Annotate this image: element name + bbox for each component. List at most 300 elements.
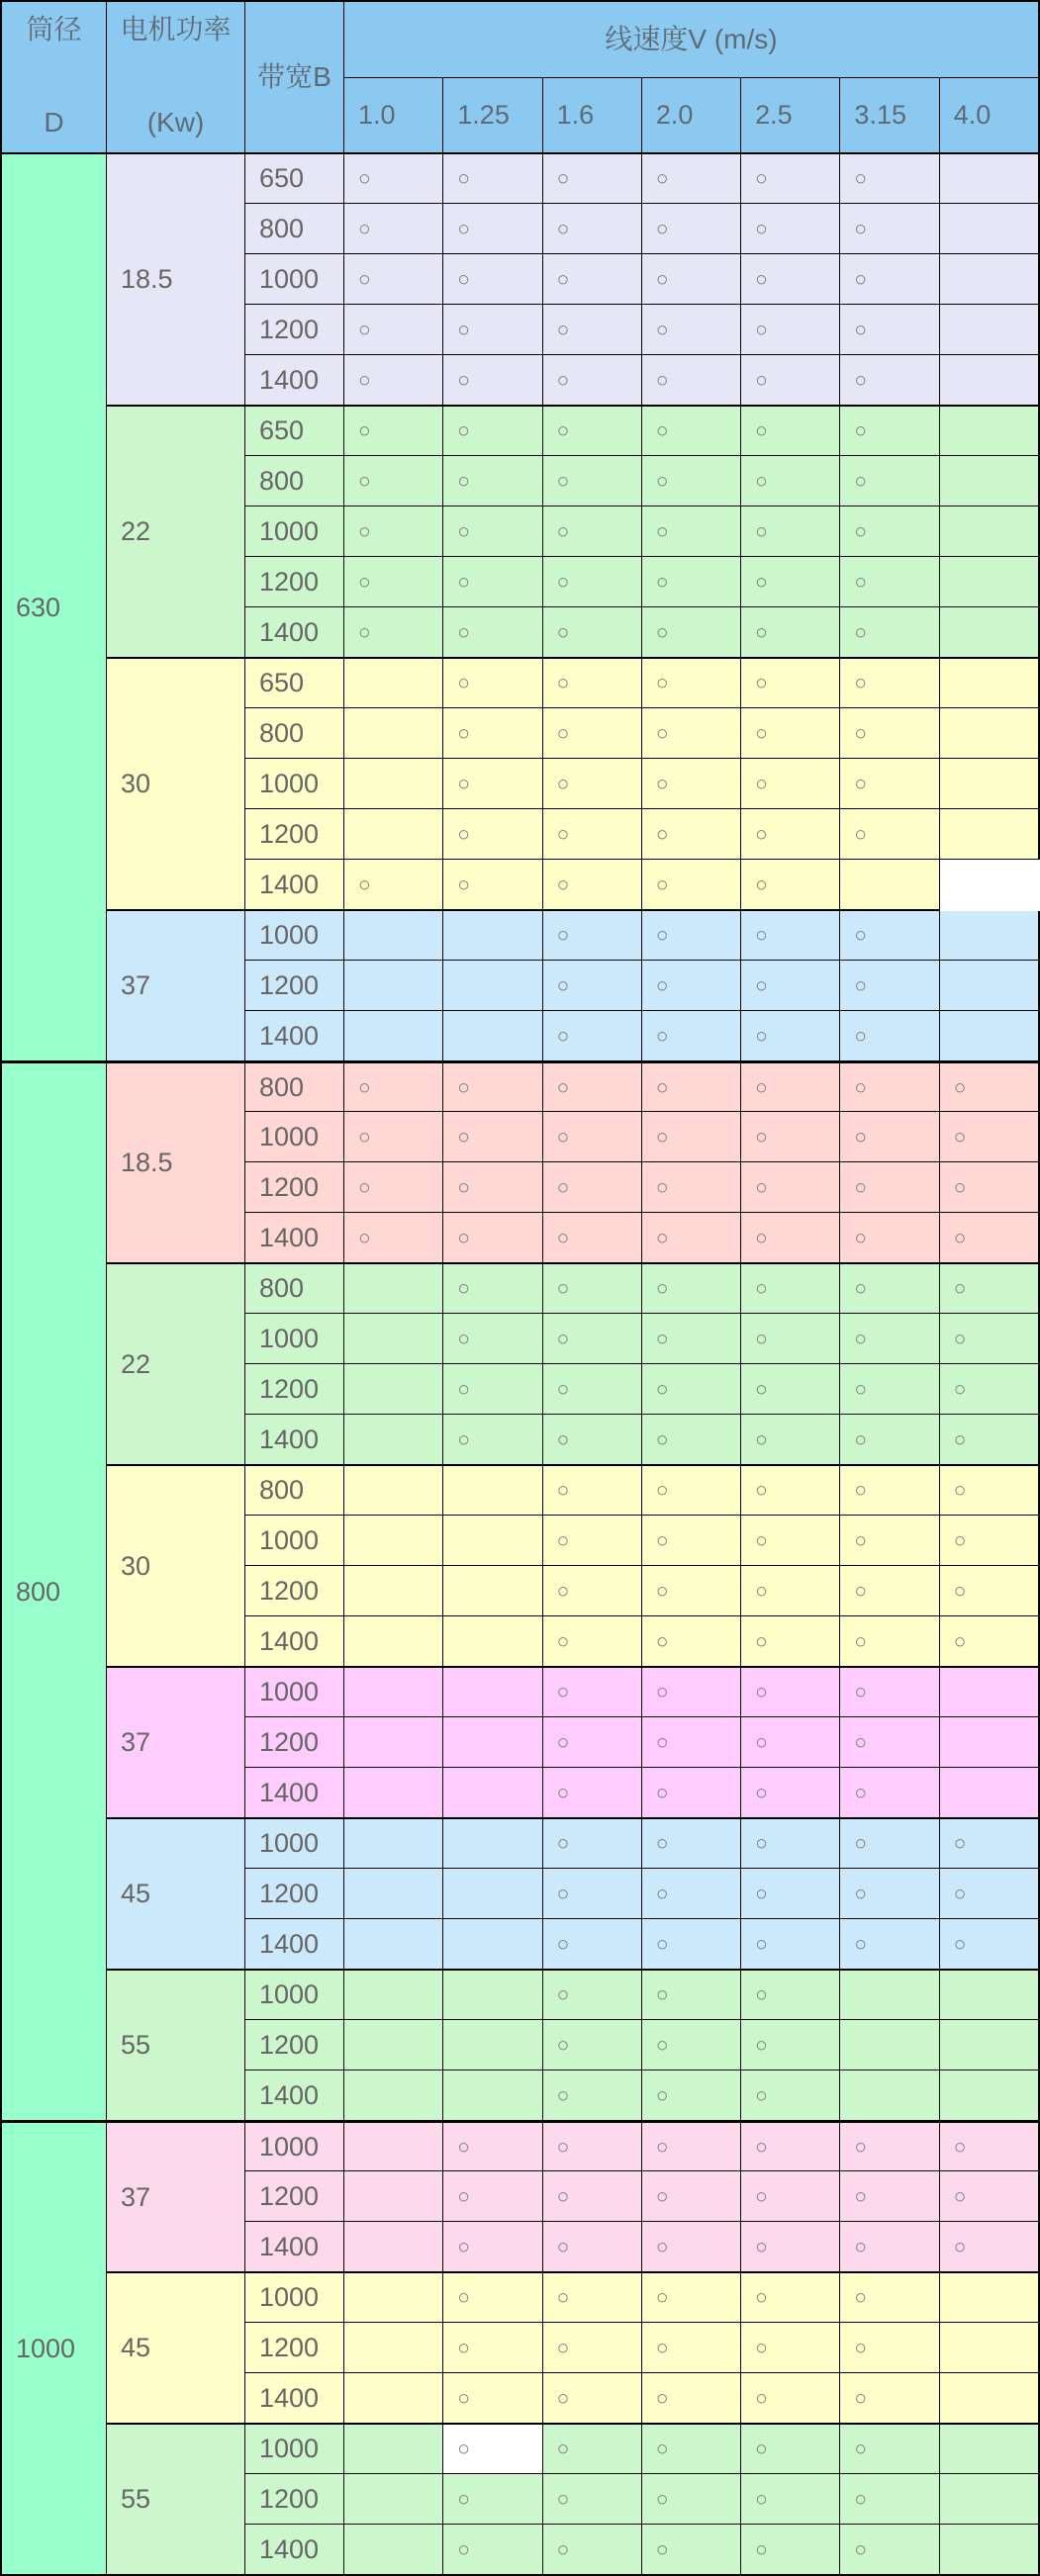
mark-cell-empty — [442, 1615, 541, 1666]
mark-cell-empty — [343, 1464, 442, 1515]
bandwidth-cell: 1000 — [244, 253, 343, 304]
bandwidth-cell: 1400 — [244, 1414, 343, 1464]
mark-cell-available: ○ — [542, 2473, 641, 2524]
mark-cell-available: ○ — [542, 1767, 641, 1817]
mark-cell-empty — [442, 909, 541, 960]
mark-cell-available: ○ — [641, 1212, 740, 1262]
mark-cell-empty — [939, 758, 1038, 808]
mark-cell-available: ○ — [442, 1111, 541, 1161]
mark-cell-available: ○ — [442, 808, 541, 859]
mark-cell-empty — [343, 2271, 442, 2322]
mark-cell-available: ○ — [343, 1161, 442, 1212]
mark-cell-available: ○ — [740, 152, 839, 203]
mark-cell-empty — [939, 304, 1038, 354]
mark-cell-empty — [343, 2221, 442, 2271]
mark-cell-empty — [442, 1515, 541, 1565]
mark-cell-empty — [343, 1817, 442, 1868]
mark-cell-empty — [939, 2473, 1038, 2524]
mark-cell-empty — [939, 2322, 1038, 2372]
mark-cell-empty — [839, 2019, 938, 2070]
mark-cell-available: ○ — [442, 253, 541, 304]
mark-cell-available: ○ — [442, 1262, 541, 1313]
mark-cell-available: ○ — [542, 960, 641, 1010]
mark-cell-available: ○ — [542, 253, 641, 304]
mark-cell-empty — [343, 2070, 442, 2120]
bandwidth-cell: 1000 — [244, 758, 343, 808]
mark-cell-available: ○ — [641, 859, 740, 909]
mark-cell-available: ○ — [740, 1010, 839, 1060]
mark-cell-empty — [839, 2070, 938, 2120]
mark-cell-available: ○ — [839, 1363, 938, 1414]
mark-cell-available: ○ — [641, 1262, 740, 1313]
bandwidth-cell: 1000 — [244, 1111, 343, 1161]
mark-cell-available: ○ — [442, 2322, 541, 2372]
mark-cell-available: ○ — [542, 1716, 641, 1767]
mark-cell-available: ○ — [641, 2322, 740, 2372]
mark-cell-available: ○ — [542, 2120, 641, 2170]
mark-cell-available: ○ — [740, 1464, 839, 1515]
mark-cell-empty — [442, 1666, 541, 1716]
mark-cell-available: ○ — [542, 2372, 641, 2423]
mark-cell-available: ○ — [641, 1161, 740, 1212]
mark-cell-available: ○ — [542, 304, 641, 354]
mark-cell-available: ○ — [542, 1313, 641, 1363]
mark-cell-available: ○ — [542, 2221, 641, 2271]
mark-cell-available: ○ — [343, 304, 442, 354]
bandwidth-cell: 1200 — [244, 1161, 343, 1212]
mark-cell-empty — [939, 2271, 1038, 2322]
mark-cell-empty — [939, 455, 1038, 506]
mark-cell-empty — [343, 1767, 442, 1817]
mark-cell-available: ○ — [343, 203, 442, 253]
mark-cell-available: ○ — [442, 758, 541, 808]
mark-cell-available: ○ — [740, 707, 839, 758]
power-cell: 30 — [106, 657, 244, 909]
bandwidth-cell: 650 — [244, 152, 343, 203]
mark-cell-available: ○ — [740, 506, 839, 556]
mark-cell-available: ○ — [542, 1969, 641, 2019]
mark-cell-empty — [939, 909, 1038, 960]
mark-cell-available: ○ — [839, 1767, 938, 1817]
mark-cell-available: ○ — [939, 2170, 1038, 2221]
mark-cell-available: ○ — [542, 2322, 641, 2372]
header-speed-3.15: 3.15 — [839, 77, 938, 152]
mark-cell-available: ○ — [542, 2524, 641, 2574]
mark-cell-available: ○ — [740, 2473, 839, 2524]
mark-cell-available: ○ — [839, 606, 938, 657]
mark-cell-available: ○ — [740, 1817, 839, 1868]
mark-cell-available: ○ — [839, 1313, 938, 1363]
mark-cell-empty — [442, 1716, 541, 1767]
bandwidth-cell: 1200 — [244, 304, 343, 354]
mark-cell-available: ○ — [839, 1060, 938, 1111]
mark-cell-available: ○ — [343, 152, 442, 203]
mark-cell-available: ○ — [542, 808, 641, 859]
mark-cell-available: ○ — [641, 2473, 740, 2524]
mark-cell-empty — [343, 960, 442, 1010]
mark-cell-available: ○ — [839, 1716, 938, 1767]
mark-cell-empty — [343, 1515, 442, 1565]
mark-cell-available: ○ — [442, 2170, 541, 2221]
mark-cell-available: ○ — [343, 354, 442, 405]
bandwidth-cell: 1200 — [244, 960, 343, 1010]
mark-cell-available: ○ — [343, 556, 442, 606]
mark-cell-available: ○ — [442, 2473, 541, 2524]
mark-cell-available: ○ — [542, 1464, 641, 1515]
power-cell: 22 — [106, 1262, 244, 1464]
mark-cell-available: ○ — [939, 1111, 1038, 1161]
mark-cell-available: ○ — [839, 1464, 938, 1515]
bandwidth-cell: 650 — [244, 405, 343, 455]
bandwidth-cell: 1000 — [244, 909, 343, 960]
bandwidth-cell: 800 — [244, 455, 343, 506]
mark-cell-available: ○ — [542, 1868, 641, 1918]
mark-cell-available: ○ — [641, 1060, 740, 1111]
bandwidth-cell: 650 — [244, 657, 343, 707]
mark-cell-available: ○ — [740, 1262, 839, 1313]
mark-cell-available: ○ — [542, 2271, 641, 2322]
mark-cell-available: ○ — [641, 253, 740, 304]
header-power-label: 电机功率 — [120, 14, 232, 45]
mark-cell-empty — [343, 1414, 442, 1464]
mark-cell-empty — [343, 1969, 442, 2019]
mark-cell-available: ○ — [542, 657, 641, 707]
mark-cell-available: ○ — [542, 606, 641, 657]
mark-cell-available: ○ — [641, 2120, 740, 2170]
mark-cell-empty — [343, 1010, 442, 1060]
mark-cell-available: ○ — [442, 2271, 541, 2322]
header-bandwidth-label: 带宽B — [257, 61, 331, 92]
power-cell: 30 — [106, 1464, 244, 1666]
mark-cell-empty — [939, 1010, 1038, 1060]
mark-cell-available: ○ — [542, 1666, 641, 1716]
mark-cell-available: ○ — [442, 152, 541, 203]
mark-cell-available: ○ — [939, 1060, 1038, 1111]
bandwidth-cell: 1200 — [244, 2019, 343, 2070]
mark-cell-available: ○ — [641, 2170, 740, 2221]
mark-cell-available: ○ — [641, 506, 740, 556]
power-cell: 37 — [106, 1666, 244, 1817]
bandwidth-cell: 1400 — [244, 859, 343, 909]
mark-cell-available: ○ — [740, 304, 839, 354]
header-speed-title-cell — [343, 2, 1038, 77]
mark-cell-available: ○ — [542, 707, 641, 758]
bandwidth-cell: 1000 — [244, 1515, 343, 1565]
mark-cell-available: ○ — [839, 758, 938, 808]
mark-cell-empty — [939, 1666, 1038, 1716]
mark-cell-available: ○ — [641, 1868, 740, 1918]
mark-cell-available: ○ — [839, 1010, 938, 1060]
power-cell: 55 — [106, 1969, 244, 2120]
mark-cell-empty — [939, 808, 1038, 859]
mark-cell-empty — [939, 2524, 1038, 2574]
bandwidth-cell: 1200 — [244, 556, 343, 606]
mark-cell-empty — [343, 2322, 442, 2372]
mark-cell-available: ○ — [839, 1515, 938, 1565]
bandwidth-cell: 1000 — [244, 2271, 343, 2322]
mark-cell-available: ○ — [641, 1666, 740, 1716]
mark-cell-available: ○ — [542, 1262, 641, 1313]
mark-cell-available: ○ — [641, 304, 740, 354]
mark-cell-empty — [939, 2019, 1038, 2070]
mark-cell-available: ○ — [740, 1716, 839, 1767]
bandwidth-cell: 1400 — [244, 1615, 343, 1666]
mark-cell-empty — [343, 1363, 442, 1414]
mark-cell-available: ○ — [442, 556, 541, 606]
bandwidth-cell: 1000 — [244, 2423, 343, 2473]
mark-cell-available: ○ — [939, 1262, 1038, 1313]
mark-cell-available: ○ — [542, 405, 641, 455]
mark-cell-available: ○ — [740, 1666, 839, 1716]
mark-cell-empty — [939, 556, 1038, 606]
power-cell: 22 — [106, 405, 244, 657]
mark-cell-available: ○ — [839, 556, 938, 606]
mark-cell-empty — [442, 1464, 541, 1515]
header-diameter-symbol: D — [44, 107, 64, 138]
mark-cell-available: ○ — [939, 1868, 1038, 1918]
mark-cell-available: ○ — [442, 1060, 541, 1111]
mark-cell-empty — [343, 909, 442, 960]
bandwidth-cell: 1400 — [244, 606, 343, 657]
mark-cell-empty — [343, 1565, 442, 1615]
header-speed-title-label: 线速度V (m/s) — [605, 24, 778, 54]
mark-cell-empty — [343, 1868, 442, 1918]
mark-cell-empty — [343, 1615, 442, 1666]
mark-cell-empty — [939, 606, 1038, 657]
mark-cell-empty — [442, 1918, 541, 1969]
mark-cell-available: ○ — [442, 1363, 541, 1414]
header-speed-4.0: 4.0 — [939, 77, 1038, 152]
mark-cell-empty — [442, 960, 541, 1010]
bandwidth-cell: 1200 — [244, 2170, 343, 2221]
mark-cell-available: ○ — [442, 2423, 541, 2473]
diameter-cell: 1000 — [2, 2120, 106, 2574]
mark-cell-available: ○ — [542, 152, 641, 203]
bandwidth-cell: 1400 — [244, 2524, 343, 2574]
mark-cell-empty — [343, 758, 442, 808]
mark-cell-available: ○ — [641, 1716, 740, 1767]
mark-cell-available: ○ — [839, 657, 938, 707]
mark-cell-available: ○ — [839, 2221, 938, 2271]
mark-cell-available: ○ — [839, 909, 938, 960]
mark-cell-available: ○ — [641, 1111, 740, 1161]
bandwidth-cell: 1400 — [244, 2070, 343, 2120]
mark-cell-empty — [343, 2019, 442, 2070]
mark-cell-available: ○ — [641, 1767, 740, 1817]
mark-cell-available: ○ — [939, 1817, 1038, 1868]
mark-cell-available: ○ — [740, 1363, 839, 1414]
bandwidth-cell: 1000 — [244, 506, 343, 556]
header-speed-2.0: 2.0 — [641, 77, 740, 152]
mark-cell-available: ○ — [343, 1212, 442, 1262]
mark-cell-available: ○ — [542, 1817, 641, 1868]
bandwidth-cell: 1200 — [244, 1565, 343, 1615]
mark-cell-available: ○ — [641, 960, 740, 1010]
mark-cell-available: ○ — [839, 1262, 938, 1313]
mark-cell-available: ○ — [641, 1414, 740, 1464]
mark-cell-available: ○ — [839, 253, 938, 304]
mark-cell-available: ○ — [740, 1313, 839, 1363]
bandwidth-cell: 1400 — [244, 2372, 343, 2423]
power-cell: 45 — [106, 2271, 244, 2423]
mark-cell-available: ○ — [740, 2019, 839, 2070]
mark-cell-available: ○ — [542, 2423, 641, 2473]
mark-cell-empty — [343, 1666, 442, 1716]
mark-cell-available: ○ — [641, 707, 740, 758]
power-cell: 37 — [106, 2120, 244, 2271]
mark-cell-available: ○ — [839, 203, 938, 253]
mark-cell-available: ○ — [939, 1918, 1038, 1969]
mark-cell-available: ○ — [542, 354, 641, 405]
mark-cell-available: ○ — [641, 405, 740, 455]
bandwidth-cell: 1400 — [244, 1212, 343, 1262]
mark-cell-available: ○ — [740, 2271, 839, 2322]
mark-cell-empty — [939, 203, 1038, 253]
mark-cell-available: ○ — [641, 808, 740, 859]
header-diameter-cell — [2, 2, 106, 152]
mark-cell-empty — [939, 960, 1038, 1010]
mark-cell-available: ○ — [641, 556, 740, 606]
mark-cell-available: ○ — [542, 1615, 641, 1666]
mark-cell-available: ○ — [442, 1414, 541, 1464]
mark-cell-available: ○ — [740, 1111, 839, 1161]
bandwidth-cell: 800 — [244, 1060, 343, 1111]
mark-cell-available: ○ — [641, 1817, 740, 1868]
mark-cell-empty — [343, 2473, 442, 2524]
mark-cell-available: ○ — [542, 455, 641, 506]
mark-cell-available: ○ — [442, 2120, 541, 2170]
mark-cell-available: ○ — [740, 1161, 839, 1212]
header-diameter-label: 筒径 — [26, 14, 82, 45]
mark-cell-empty — [343, 657, 442, 707]
mark-cell-available: ○ — [839, 354, 938, 405]
mark-cell-available: ○ — [839, 1111, 938, 1161]
mark-cell-available: ○ — [740, 1868, 839, 1918]
mark-cell-empty — [939, 657, 1038, 707]
mark-cell-empty — [939, 405, 1038, 455]
mark-cell-available: ○ — [939, 1414, 1038, 1464]
bandwidth-cell: 800 — [244, 1464, 343, 1515]
mark-cell-available: ○ — [442, 304, 541, 354]
bandwidth-cell: 800 — [244, 707, 343, 758]
bandwidth-cell: 1200 — [244, 808, 343, 859]
mark-cell-empty — [939, 506, 1038, 556]
mark-cell-available: ○ — [939, 2120, 1038, 2170]
mark-cell-available: ○ — [442, 606, 541, 657]
mark-cell-available: ○ — [740, 960, 839, 1010]
mark-cell-available: ○ — [740, 859, 839, 909]
mark-cell-available: ○ — [740, 657, 839, 707]
mark-cell-empty — [442, 1767, 541, 1817]
bandwidth-cell: 1000 — [244, 2120, 343, 2170]
bandwidth-cell: 1000 — [244, 1313, 343, 1363]
mark-cell-available: ○ — [641, 2221, 740, 2271]
mark-cell-available: ○ — [839, 1918, 938, 1969]
power-cell: 55 — [106, 2423, 244, 2574]
mark-cell-empty — [839, 859, 938, 909]
mark-cell-available: ○ — [442, 203, 541, 253]
mark-cell-empty — [343, 1918, 442, 1969]
mark-cell-available: ○ — [740, 758, 839, 808]
mark-cell-empty — [939, 1716, 1038, 1767]
mark-cell-available: ○ — [740, 2170, 839, 2221]
mark-cell-available: ○ — [839, 2473, 938, 2524]
mark-cell-available: ○ — [740, 2372, 839, 2423]
mark-cell-available: ○ — [442, 2372, 541, 2423]
header-speed-2.5: 2.5 — [740, 77, 839, 152]
bandwidth-cell: 800 — [244, 1262, 343, 1313]
bandwidth-cell: 1000 — [244, 1969, 343, 2019]
mark-cell-available: ○ — [839, 2170, 938, 2221]
mark-cell-available: ○ — [740, 2070, 839, 2120]
mark-cell-available: ○ — [839, 1615, 938, 1666]
mark-cell-available: ○ — [839, 808, 938, 859]
mark-cell-empty — [343, 1716, 442, 1767]
bandwidth-cell: 1000 — [244, 1817, 343, 1868]
mark-cell-available: ○ — [839, 2423, 938, 2473]
mark-cell-available: ○ — [740, 405, 839, 455]
mark-cell-available: ○ — [939, 1565, 1038, 1615]
mark-cell-available: ○ — [839, 455, 938, 506]
mark-cell-available: ○ — [740, 1515, 839, 1565]
mark-cell-available: ○ — [542, 1515, 641, 1565]
mark-cell-available: ○ — [542, 909, 641, 960]
mark-cell-available: ○ — [641, 1969, 740, 2019]
mark-cell-available: ○ — [641, 1515, 740, 1565]
mark-cell-available: ○ — [641, 606, 740, 657]
mark-cell-available: ○ — [839, 1161, 938, 1212]
mark-cell-available: ○ — [740, 455, 839, 506]
mark-cell-available: ○ — [641, 758, 740, 808]
mark-cell-available: ○ — [542, 2019, 641, 2070]
mark-cell-available: ○ — [442, 405, 541, 455]
mark-cell-empty — [839, 1969, 938, 2019]
mark-cell-available: ○ — [641, 2372, 740, 2423]
header-bandwidth-cell — [244, 2, 343, 152]
mark-cell-available: ○ — [343, 455, 442, 506]
mark-cell-available: ○ — [740, 1060, 839, 1111]
mark-cell-available: ○ — [839, 2271, 938, 2322]
mark-cell-available: ○ — [641, 1363, 740, 1414]
mark-cell-empty — [343, 1313, 442, 1363]
mark-cell-available: ○ — [740, 203, 839, 253]
mark-cell-available: ○ — [740, 1212, 839, 1262]
mark-cell-available: ○ — [442, 707, 541, 758]
bandwidth-cell: 1200 — [244, 1716, 343, 1767]
mark-cell-empty — [939, 1767, 1038, 1817]
header-power-cell — [106, 2, 244, 152]
mark-cell-available: ○ — [839, 960, 938, 1010]
mark-cell-available: ○ — [641, 152, 740, 203]
mark-cell-available: ○ — [442, 657, 541, 707]
power-cell: 18.5 — [106, 152, 244, 405]
header-power-unit: (Kw) — [146, 107, 205, 138]
mark-cell-empty — [939, 2372, 1038, 2423]
header-speed-1.0: 1.0 — [343, 77, 442, 152]
mark-cell-available: ○ — [740, 1615, 839, 1666]
mark-cell-empty — [343, 1262, 442, 1313]
mark-cell-empty — [343, 2120, 442, 2170]
mark-cell-available: ○ — [442, 859, 541, 909]
mark-cell-available: ○ — [839, 2322, 938, 2372]
mark-cell-available: ○ — [542, 2170, 641, 2221]
mark-cell-empty — [442, 1817, 541, 1868]
mark-cell-available: ○ — [343, 606, 442, 657]
mark-cell-empty — [343, 2170, 442, 2221]
mark-cell-empty — [343, 2524, 442, 2574]
mark-cell-available: ○ — [641, 2423, 740, 2473]
mark-cell-available: ○ — [641, 203, 740, 253]
